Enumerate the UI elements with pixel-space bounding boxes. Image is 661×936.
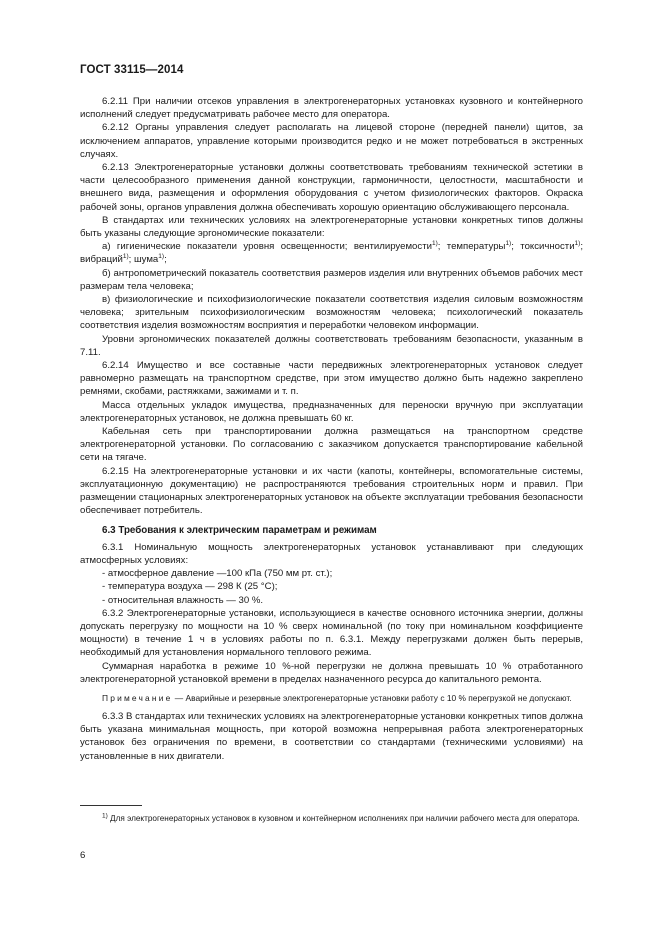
footnote-ref: 1) <box>158 253 165 261</box>
paragraph-item-a <box>80 240 583 266</box>
condition-temperature: - температура воздуха — 298 К (25 °С); <box>102 581 278 593</box>
item-a-part-3: ; токсичности <box>511 241 575 253</box>
item-a-part-4: ; вибраций <box>80 241 583 266</box>
section-heading: 6.3 Требования к электрическим параметрам и режимам <box>102 524 377 536</box>
standard-header: ГОСТ 33115—2014 <box>80 64 184 76</box>
item-a-part-5: ; шума <box>128 254 159 266</box>
paragraph-6-2-12: 6.2.12 Органы управления следует располагать на лицевой стороне (передней панели) щитов, за исключением аппаратов, управление которыми производится редко и не может потребоваться в экстренных случаях. <box>80 122 583 160</box>
paragraph-6-3-2: 6.3.2 Электрогенераторные установки, использующиеся в качестве основного источника энергии, должны допускать перегрузку по мощности на 10 % сверх номинальной (по току при номинальном коэффициенте мощности) в течение 1 ч в условиях работы по п. 6.3.1. Между перегрузками должен быть перерыв, необходимый для установления нормального теплового режима. <box>80 607 583 659</box>
condition-pressure: - атмосферное давление —100 кПа (750 мм рт. ст.); <box>102 568 333 580</box>
item-a-part-2: ; температуры <box>437 241 506 253</box>
footnote-ref: 1) <box>431 240 438 248</box>
page-body <box>80 95 583 763</box>
footnote-ref: 1) <box>574 240 581 248</box>
paragraph-mass: Масса отдельных укладок имущества, предназначенных для переноски вручную при эксплуатации электрогенераторных установок, не должна превышать 60 кг. <box>80 399 583 424</box>
note <box>80 692 583 704</box>
footnote-ref: 1) <box>505 240 512 248</box>
paragraph-6-3-1: 6.3.1 Номинальную мощность электрогенераторных установок устанавливают при следующих атмосферных условиях: <box>80 541 583 566</box>
footnote-divider <box>80 805 142 806</box>
note-text: — Аварийные и резервные электрогенераторные установки работу с 10 % перегрузкой не допускают. <box>172 692 572 703</box>
page-number: 6 <box>80 850 86 861</box>
footnote-text: Для электрогенераторных установок в кузовном и контейнерном исполнениях при наличии рабочего места для оператора. <box>107 814 580 823</box>
paragraph-6-2-13: 6.2.13 Электрогенераторные установки должны соответствовать требованиям технической эстетики в части целесообразного применения данной конструкции, гармоничности, целостности, масштабности и внешнего вида, размещения и оформления оборудования с учетом физиологических факторов. Окраска рабочей зоны, органов управления должна обеспечивать хорошую ориентацию обслуживающего персонала. <box>80 162 583 213</box>
footnote <box>80 813 583 825</box>
paragraph-levels: Уровни эргономических показателей должны соответствовать требованиям безопасности, указанным в 7.11. <box>80 333 583 358</box>
item-a-part-6: ; <box>164 254 167 266</box>
condition-humidity: - относительная влажность — 30 %. <box>102 594 264 606</box>
footnote-ref: 1) <box>122 253 129 261</box>
paragraph-cable: Кабельная сеть при транспортировании должна размещаться на транспортном средстве электрогенераторной установки. По согласованию с заказчиком допускается транспортирование кабельной сети на тягаче. <box>80 426 583 464</box>
item-a-part-1: а) гигиенические показатели уровня освещенности; вентилируемости <box>102 241 432 253</box>
footnote-mark: 1) <box>102 812 108 820</box>
paragraph-6-2-14: 6.2.14 Имущество и все составные части передвижных электрогенераторных установок следует равномерно размещать на транспортном средстве, при этом имущество должно быть надежно закреплено ремнями, скобами, растяжками, зажимами и т. п. <box>80 360 583 398</box>
paragraph-item-b: б) антропометрический показатель соответствия размеров изделия или внутренних объемов рабочих мест размерам тела человека; <box>80 267 583 292</box>
note-label: Примечание <box>102 692 173 703</box>
paragraph-6-3-3: 6.3.3 В стандартах или технических условиях на электрогенераторные установки конкретных типов должна быть указана минимальная мощность, при которой возможна непрерывная работа электрогенераторных установок без ограничения по времени, в соответствии со стандартами (техническими условиями) на установленные в них двигатели. <box>80 710 583 762</box>
paragraph-6-2-15: 6.2.15 На электрогенераторные установки и их части (капоты, контейнеры, вспомогательные системы, эксплуатационную документацию) не распространяются требования строительных норм и правил. При размещении стационарных электрогенераторных установок на объекте эксплуатации требования безопасности обеспечивает потребитель. <box>80 465 583 517</box>
paragraph-overload-total: Суммарная наработка в режиме 10 %-ной перегрузки не должна превышать 10 % отработанного электрогенераторной установкой времени в пределах назначенного ресурса до капитального ремонта. <box>80 660 583 685</box>
paragraph-6-2-11: 6.2.11 При наличии отсеков управления в электрогенераторных установках кузовного и контейнерного исполнений следует предусматривать рабочее место для оператора. <box>80 96 583 121</box>
paragraph-ergonomic-intro: В стандартах или технических условиях на электрогенераторные установки конкретных типов должны быть указаны следующие эргономические показатели: <box>80 214 583 240</box>
paragraph-item-v: в) физиологические и психофизиологические показатели соответствия изделия силовым возможностям человека; зрительным психофизиологическим возможностям человека; психологический показатель соответствия изделия возможностям восприятия и переработки человеком информации. <box>80 294 583 332</box>
